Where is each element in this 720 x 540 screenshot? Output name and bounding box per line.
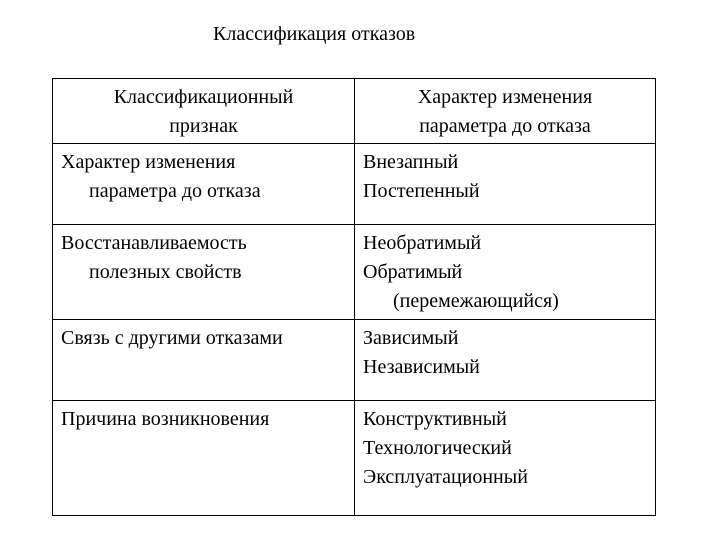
type-line: Обратимый (363, 261, 463, 283)
feature-line: полезных свойств (89, 261, 242, 283)
table-row (53, 144, 656, 225)
header-feature-line: признак (169, 115, 238, 137)
page-title: Классификация отказов (213, 23, 416, 45)
feature-line: Восстанавливаемость (61, 232, 247, 254)
types-cell (355, 401, 656, 516)
table-row (53, 225, 656, 320)
type-line: Зависимый (363, 327, 459, 349)
type-line: Независимый (363, 356, 480, 378)
header-type-line: параметра до отказа (419, 115, 591, 137)
types-cell (355, 225, 656, 320)
type-line: Эксплуатационный (363, 466, 528, 488)
type-line: Необратимый (363, 232, 482, 254)
feature-cell (53, 320, 355, 401)
feature-cell (53, 401, 355, 516)
header-type-line: Характер изменения (417, 86, 593, 108)
feature-line: параметра до отказа (89, 180, 261, 202)
header-cell-type (355, 79, 656, 144)
type-line: Постепенный (363, 180, 480, 202)
classification-table (52, 78, 656, 516)
feature-line: Связь с другими отказами (61, 327, 283, 349)
feature-line: Характер изменения (61, 151, 236, 173)
table-header-row (53, 79, 656, 144)
type-line: Технологический (363, 437, 512, 459)
feature-cell (53, 144, 355, 225)
types-cell (355, 144, 656, 225)
types-cell (355, 320, 656, 401)
feature-line: Причина возникновения (61, 408, 270, 430)
type-line: Конструктивный (363, 408, 507, 430)
feature-cell (53, 225, 355, 320)
table-row (53, 401, 656, 516)
type-line: Внезапный (363, 151, 459, 173)
header-cell-feature (53, 79, 355, 144)
header-feature-line: Классификационный (113, 86, 294, 108)
table-row (53, 320, 656, 401)
type-line: (перемежающийся) (393, 290, 559, 312)
